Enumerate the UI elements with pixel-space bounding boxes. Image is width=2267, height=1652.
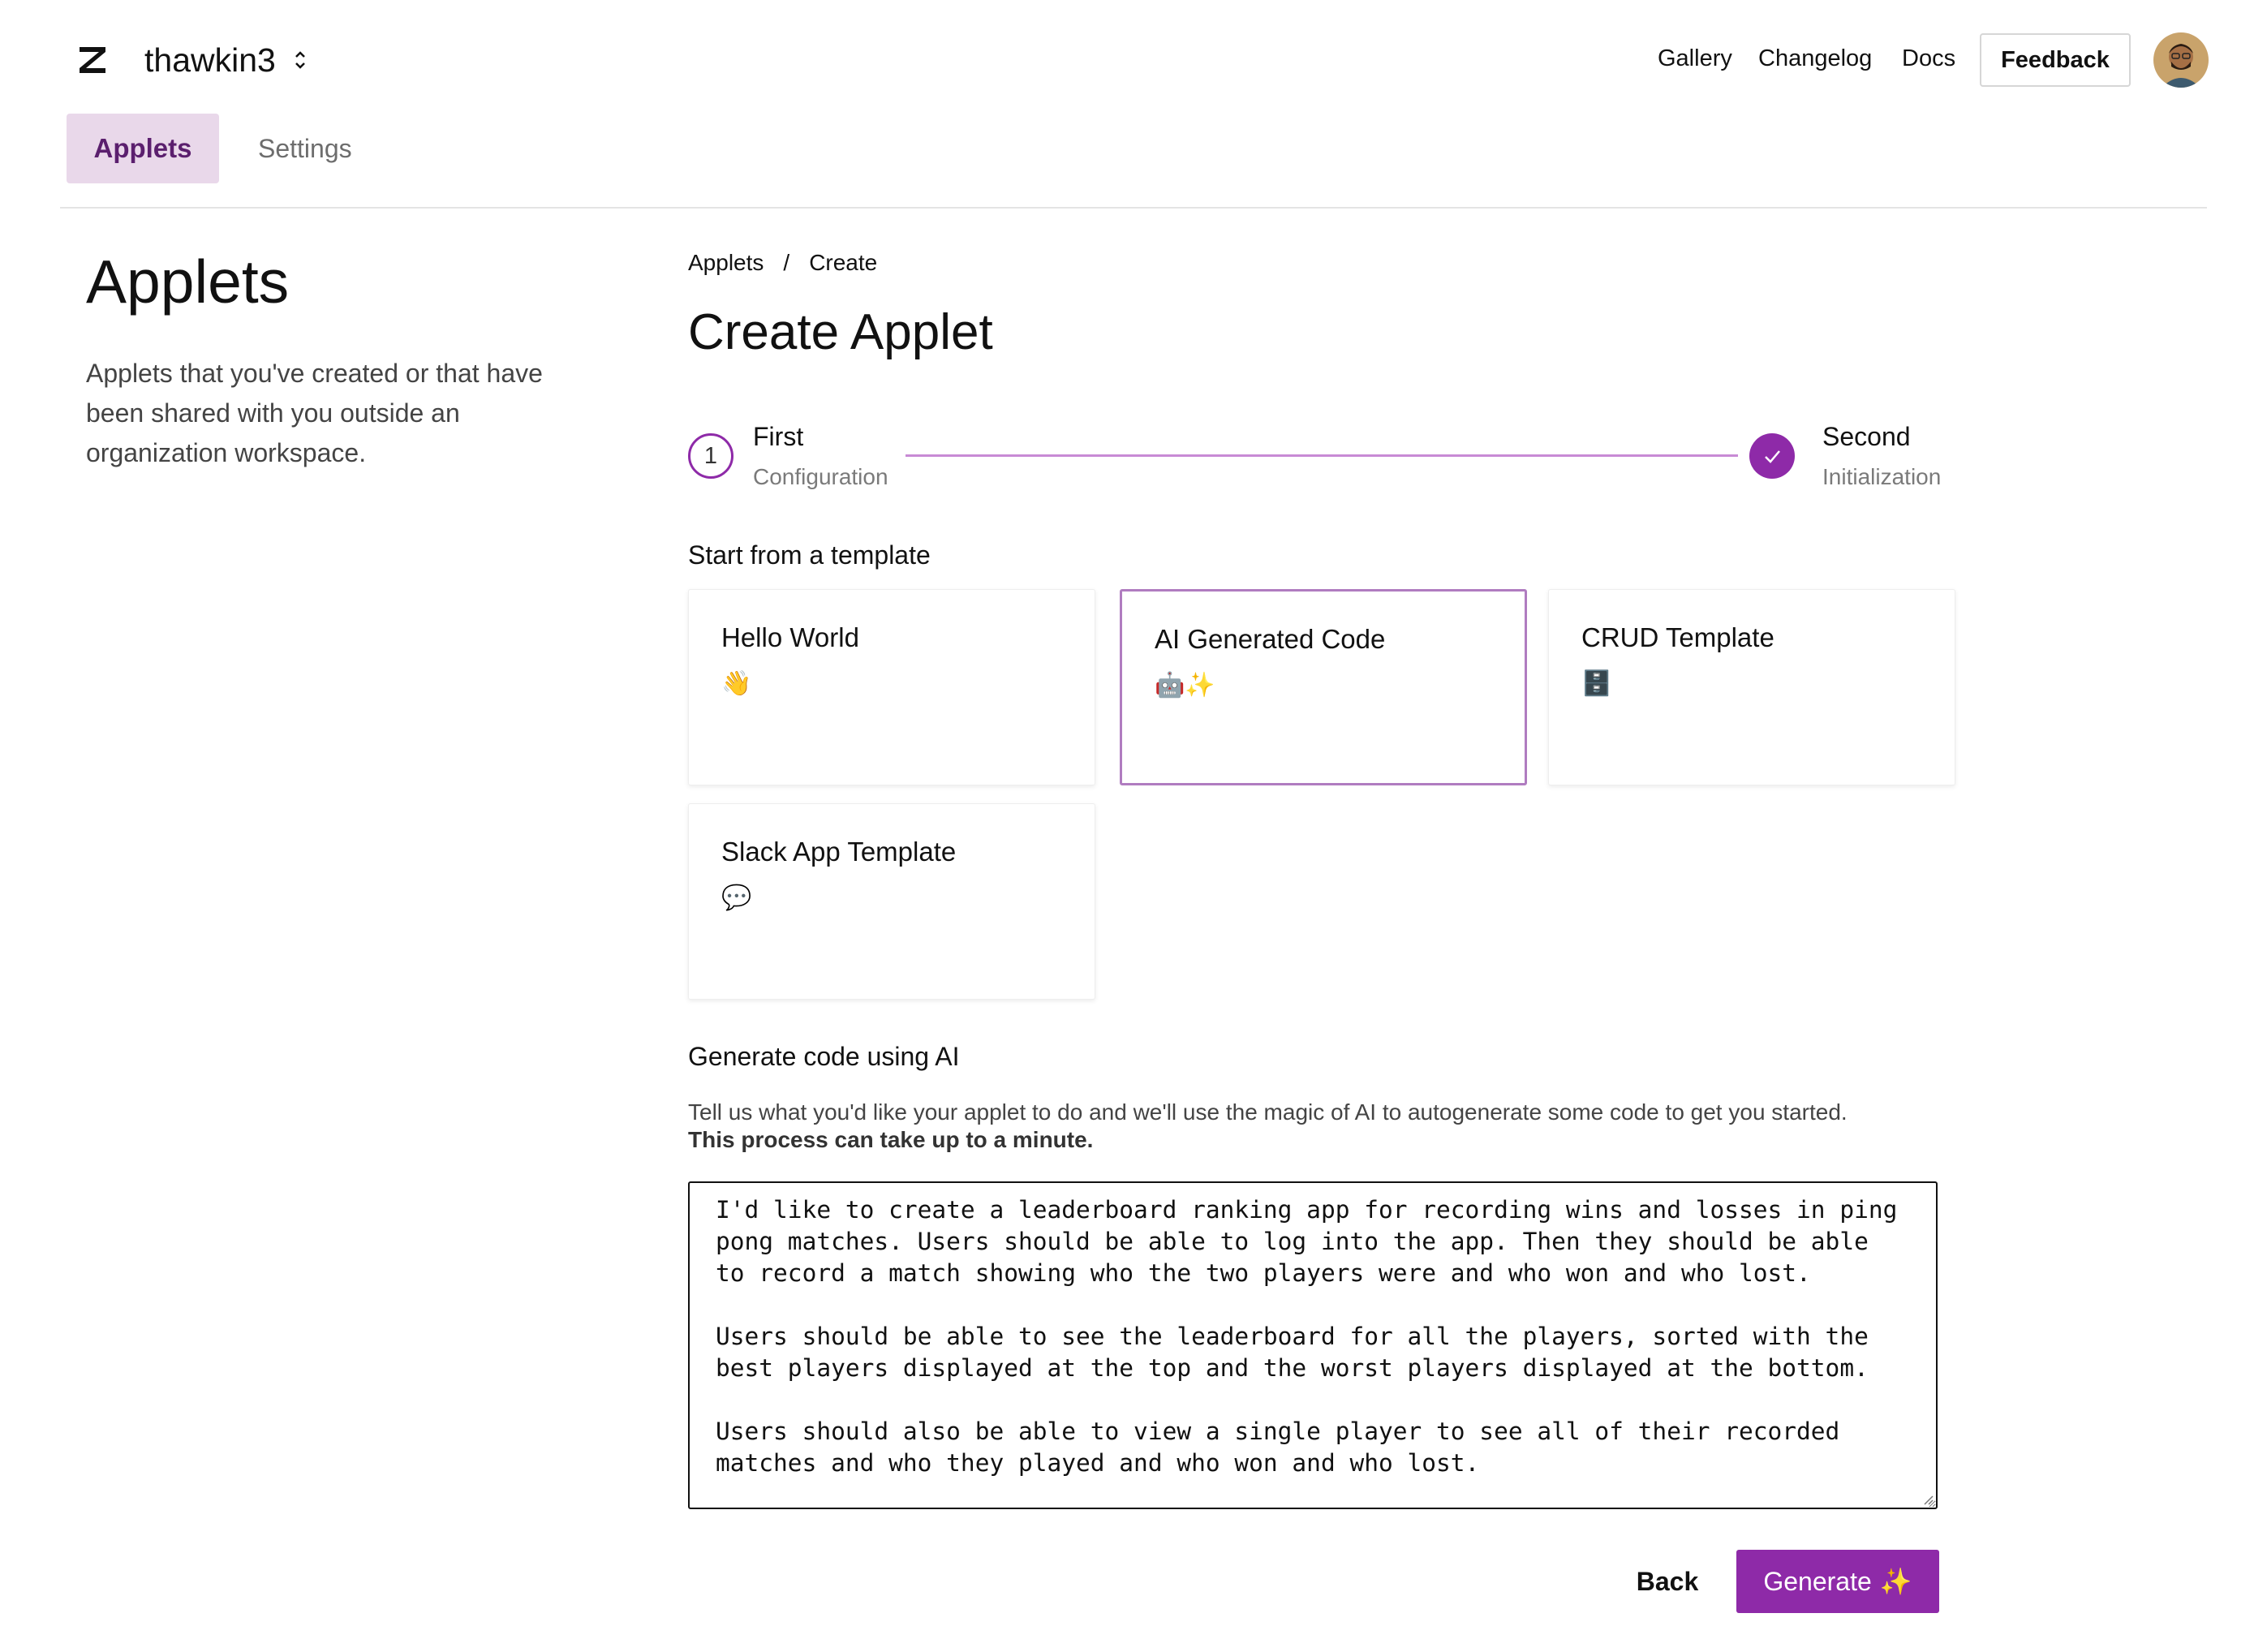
- step-2-title: Second: [1822, 422, 1911, 451]
- ai-description: [688, 1099, 1938, 1154]
- ai-description-text: Tell us what you'd like your applet to do and we'll use the magic of AI to autogenerate some code to get you started.: [688, 1099, 1848, 1125]
- zapier-logo-icon[interactable]: [78, 45, 107, 75]
- sidebar-description: Applets that you've created or that have been shared with you outside an organization workspace.: [86, 359, 543, 467]
- feedback-button[interactable]: Feedback: [1980, 33, 2131, 87]
- tab-applets[interactable]: Applets: [67, 114, 219, 183]
- step-1-subtitle: Configuration: [753, 464, 888, 489]
- page-title: Create Applet: [688, 304, 993, 360]
- nav-gallery-link[interactable]: Gallery: [1658, 45, 1732, 71]
- sparkles-icon: ✨: [1879, 1567, 1912, 1596]
- user-avatar-icon[interactable]: [2153, 32, 2209, 88]
- step-2-indicator[interactable]: [1749, 433, 1795, 479]
- tabs-divider: [60, 207, 2207, 209]
- nav-docs-link[interactable]: Docs: [1902, 45, 1956, 71]
- template-card-slack[interactable]: [688, 803, 1095, 1000]
- template-title: AI Generated Code: [1155, 624, 1386, 654]
- ai-description-note: This process can take up to a minute.: [688, 1127, 1094, 1152]
- resize-handle-icon[interactable]: [1921, 1493, 1934, 1506]
- step-1-title: First: [753, 422, 804, 451]
- breadcrumb-separator: /: [783, 250, 790, 275]
- ai-heading: Generate code using AI: [688, 1042, 960, 1071]
- back-button[interactable]: Back: [1636, 1566, 1699, 1596]
- workspace-name: thawkin3: [144, 41, 276, 79]
- tab-settings[interactable]: Settings: [258, 133, 352, 163]
- top-bar: [0, 0, 2267, 114]
- template-card-crud[interactable]: [1548, 589, 1955, 785]
- generate-button-label: Generate: [1763, 1566, 1872, 1596]
- template-title: Slack App Template: [721, 837, 957, 867]
- nav-changelog-link[interactable]: Changelog: [1758, 45, 1873, 71]
- robot-sparkles-icon: 🤖✨: [1155, 672, 1215, 699]
- template-card-hello-world[interactable]: [688, 589, 1095, 785]
- chevron-up-down-icon: [292, 48, 308, 72]
- workspace-switcher[interactable]: [144, 39, 308, 81]
- step-connector: [906, 454, 1738, 457]
- sidebar-title: Applets: [86, 247, 290, 316]
- breadcrumb-current: Create: [809, 250, 878, 275]
- breadcrumb: [688, 250, 877, 276]
- check-icon: [1761, 445, 1783, 467]
- breadcrumb-applets-link[interactable]: Applets: [688, 250, 764, 275]
- template-title: Hello World: [721, 622, 859, 652]
- waving-hand-icon: 👋: [721, 670, 752, 697]
- file-cabinet-icon: 🗄️: [1581, 670, 1612, 697]
- speech-bubble-icon: 💬: [721, 884, 752, 911]
- template-title: CRUD Template: [1581, 622, 1774, 652]
- generate-button[interactable]: [1736, 1550, 1939, 1613]
- step-1-indicator[interactable]: 1: [688, 433, 733, 479]
- templates-heading: Start from a template: [688, 540, 931, 570]
- step-2-subtitle: Initialization: [1822, 464, 1942, 489]
- ai-prompt-textarea[interactable]: [688, 1181, 1938, 1509]
- template-card-ai-generated[interactable]: [1120, 589, 1527, 785]
